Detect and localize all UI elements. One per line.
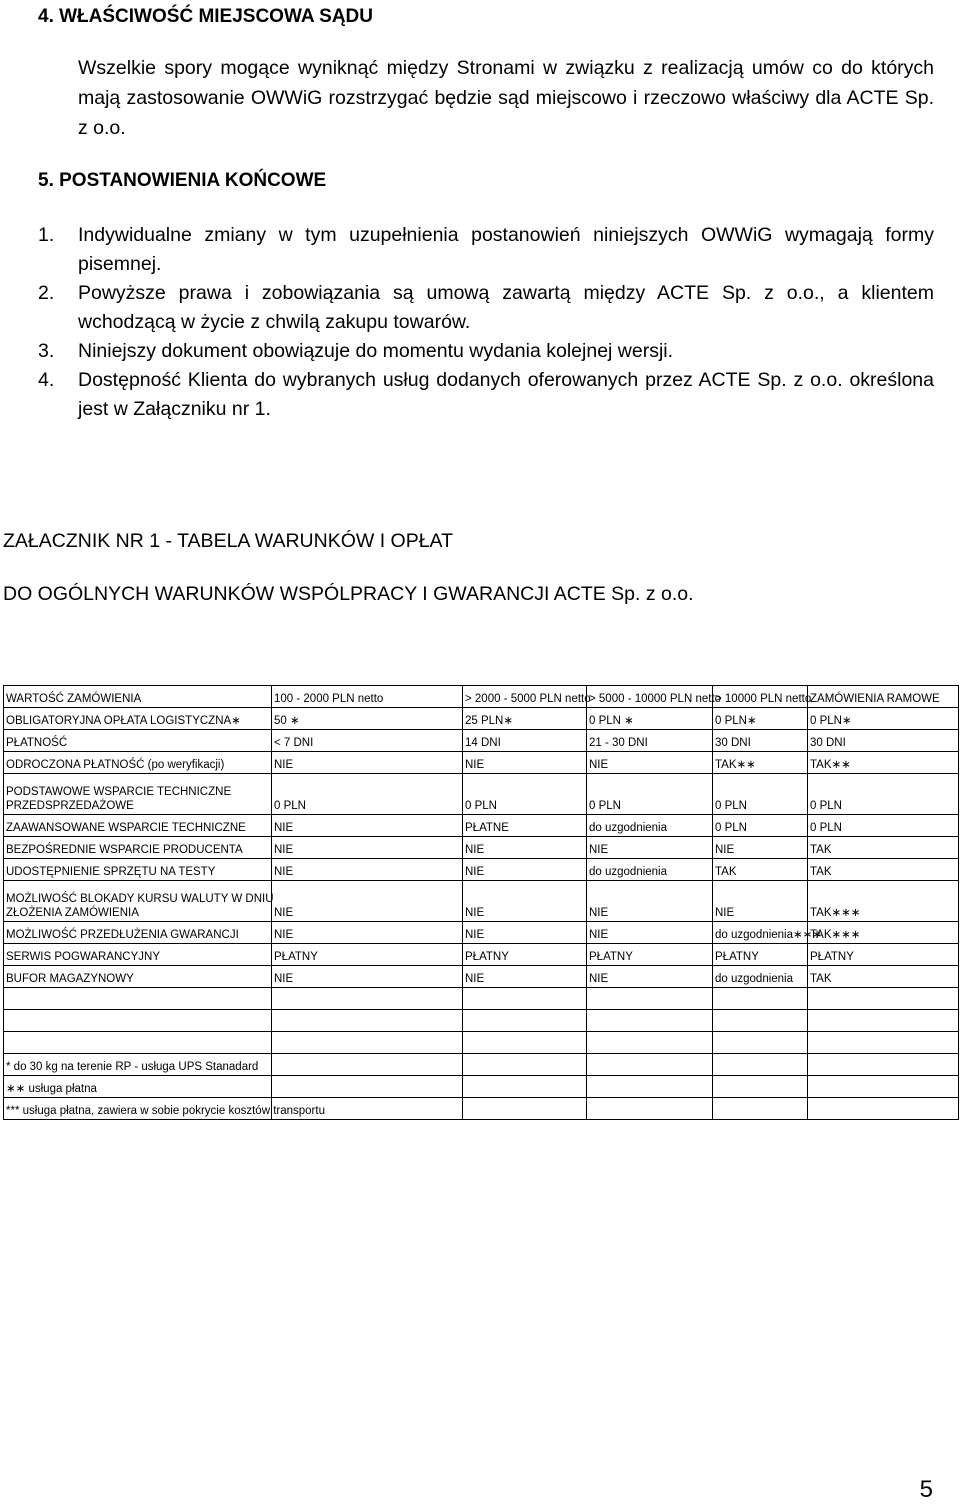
list-item: [38, 366, 934, 424]
table-cell: NIE: [272, 752, 463, 774]
table-cell: NIE: [272, 922, 463, 944]
table-row: [4, 708, 959, 730]
table-cell: NIE: [713, 881, 808, 922]
table-cell: NIE: [272, 859, 463, 881]
table-cell: SERWIS POGWARANCYJNY: [4, 944, 272, 966]
table-cell: [808, 1010, 959, 1032]
table-cell: 0 PLN∗: [713, 708, 808, 730]
table-cell: 0 PLN: [808, 774, 959, 815]
section-5-heading: 5. POSTANOWIENIA KOŃCOWE: [38, 170, 327, 191]
table-cell: 25 PLN∗: [463, 708, 587, 730]
table-cell: [713, 1076, 808, 1098]
table-cell: [587, 1054, 713, 1076]
table-cell: [463, 988, 587, 1010]
table-row: [4, 752, 959, 774]
table-cell: [587, 988, 713, 1010]
table-cell: TAK: [808, 859, 959, 881]
table-cell: [808, 1054, 959, 1076]
page-number: 5: [919, 1476, 933, 1503]
table-row: [4, 686, 959, 708]
table-cell: do uzgodnienia: [587, 815, 713, 837]
cell-line: PRZEDSPRZEDAŻOWE: [6, 800, 134, 812]
list-item-text: Dostępność Klienta do wybranych usług dodanych oferowanych przez ACTE Sp. z o.o. określona jest w Załączniku nr 1.: [78, 369, 934, 420]
table-cell: PŁATNY: [272, 944, 463, 966]
table-cell: [808, 988, 959, 1010]
table-cell: PŁATNY: [713, 944, 808, 966]
table-cell: [4, 1010, 272, 1032]
table-cell: TAK: [713, 859, 808, 881]
table-row: [4, 988, 959, 1010]
annex-subtitle: DO OGÓLNYCH WARUNKÓW WSPÓLPRACY I GWARANCJI ACTE Sp. z o.o.: [3, 583, 694, 605]
list-item-number: 2.: [38, 282, 55, 304]
footnote-cell: *** usługa płatna, zawiera w sobie pokrycie kosztów transportu: [4, 1098, 272, 1120]
section-4-heading: 4. WŁAŚCIWOŚĆ MIEJSCOWA SĄDU: [38, 6, 373, 27]
list-item: [38, 279, 934, 337]
table-cell: [713, 1010, 808, 1032]
table-row: [4, 859, 959, 881]
cell-line: ZŁOŻENIA ZAMÓWIENIA: [6, 907, 139, 919]
table-cell: NIE: [463, 922, 587, 944]
table-cell: MOŻLIWOŚĆ PRZEDŁUŻENIA GWARANCJI: [4, 922, 272, 944]
list-item-text: Niniejszy dokument obowiązuje do momentu wydania kolejnej wersji.: [78, 340, 674, 362]
table-row: [4, 944, 959, 966]
table-cell: [808, 1076, 959, 1098]
table-cell: 0 PLN: [713, 815, 808, 837]
table-cell: [713, 1032, 808, 1054]
table-cell: [4, 1032, 272, 1054]
table-cell: NIE: [463, 837, 587, 859]
list-item-number: 1.: [38, 224, 55, 246]
footnote-row: [4, 1076, 959, 1098]
table-cell: TAK∗∗∗: [808, 881, 959, 922]
table-cell: [808, 1032, 959, 1054]
table-cell: NIE: [587, 837, 713, 859]
table-cell: [808, 1098, 959, 1120]
table-cell: [587, 1076, 713, 1098]
table-cell: NIE: [463, 881, 587, 922]
table-cell: NIE: [272, 881, 463, 922]
table-cell: TAK∗∗: [713, 752, 808, 774]
table-cell: 0 PLN: [713, 774, 808, 815]
table-cell: [587, 1010, 713, 1032]
table-cell: NIE: [713, 837, 808, 859]
table-cell: NIE: [587, 752, 713, 774]
table-cell: [4, 881, 272, 922]
table-cell: 0 PLN ∗: [587, 708, 713, 730]
table-row: [4, 881, 959, 922]
table-cell: do uzgodnienia: [713, 966, 808, 988]
table-cell: [713, 1098, 808, 1120]
table-cell: [463, 1054, 587, 1076]
table-cell: > 2000 - 5000 PLN netto: [463, 686, 587, 708]
table-cell: [4, 774, 272, 815]
table-cell: OBLIGATORYJNA OPŁATA LOGISTYCZNA∗: [4, 708, 272, 730]
table-cell: 0 PLN∗: [808, 708, 959, 730]
table-cell: NIE: [272, 815, 463, 837]
table-cell: [463, 1076, 587, 1098]
table-cell: 0 PLN: [272, 774, 463, 815]
footnote-cell: ∗∗ usługa płatna: [4, 1076, 272, 1098]
table-cell: 0 PLN: [463, 774, 587, 815]
table-cell: [463, 1032, 587, 1054]
list-item-number: 4.: [38, 369, 55, 391]
annex-title: ZAŁACZNIK NR 1 - TABELA WARUNKÓW I OPŁAT: [3, 530, 454, 552]
table-cell: ODROCZONA PŁATNOŚĆ (po weryfikacji): [4, 752, 272, 774]
table-cell: NIE: [272, 966, 463, 988]
cell-line: MOŻLIWOŚĆ BLOKADY KURSU WALUTY W DNIU: [6, 893, 274, 905]
table-cell: NIE: [587, 966, 713, 988]
table-cell: TAK∗∗: [808, 752, 959, 774]
table-cell: 0 PLN: [587, 774, 713, 815]
list-item: [38, 337, 934, 366]
table-row: [4, 1010, 959, 1032]
table-cell: [272, 988, 463, 1010]
table-cell: NIE: [463, 966, 587, 988]
table-cell: PŁATNY: [808, 944, 959, 966]
table-cell: [713, 1054, 808, 1076]
table-cell: [463, 1098, 587, 1120]
table-cell: PŁATNY: [587, 944, 713, 966]
table-row: [4, 815, 959, 837]
table-cell: NIE: [463, 859, 587, 881]
table-cell: < 7 DNI: [272, 730, 463, 752]
table-cell: 30 DNI: [808, 730, 959, 752]
table-cell: [272, 1010, 463, 1032]
table-row: [4, 774, 959, 815]
footnote-row: [4, 1054, 959, 1076]
list-item: [38, 221, 934, 279]
table-cell: [463, 1010, 587, 1032]
table-cell: BEZPOŚREDNIE WSPARCIE PRODUCENTA: [4, 837, 272, 859]
table-cell: ZAMÓWIENIA RAMOWE: [808, 686, 959, 708]
table-cell: > 5000 - 10000 PLN netto: [587, 686, 713, 708]
table-cell: 30 DNI: [713, 730, 808, 752]
conditions-table: [3, 685, 959, 1120]
table-cell: [713, 988, 808, 1010]
table-cell: [272, 1032, 463, 1054]
table-cell: 0 PLN: [808, 815, 959, 837]
table-cell: WARTOŚĆ ZAMÓWIENIA: [4, 686, 272, 708]
table-cell: TAK: [808, 966, 959, 988]
table-cell: [587, 1098, 713, 1120]
list-item-text: Powyższe prawa i zobowiązania są umową zawartą między ACTE Sp. z o.o., a klientem wchodzącą w życie z chwilą zakupu towarów.: [78, 282, 934, 333]
cell-line: PODSTAWOWE WSPARCIE TECHNICZNE: [6, 786, 232, 798]
table-cell: do uzgodnienia: [587, 859, 713, 881]
table-cell: UDOSTĘPNIENIE SPRZĘTU NA TESTY: [4, 859, 272, 881]
table-cell: 100 - 2000 PLN netto: [272, 686, 463, 708]
table-cell: [4, 988, 272, 1010]
table-cell: NIE: [272, 837, 463, 859]
table-row: [4, 730, 959, 752]
table-cell: PŁATNY: [463, 944, 587, 966]
footnote-cell: * do 30 kg na terenie RP - usługa UPS Stanadard: [4, 1054, 272, 1076]
table-cell: PŁATNOŚĆ: [4, 730, 272, 752]
section-5-list: [38, 221, 934, 424]
table-cell: 50 ∗: [272, 708, 463, 730]
table-cell: [272, 1054, 463, 1076]
table-cell: [587, 1032, 713, 1054]
table-cell: do uzgodnienia∗∗∗: [713, 922, 808, 944]
table-row: [4, 1032, 959, 1054]
table-cell: NIE: [587, 922, 713, 944]
table-cell: 21 - 30 DNI: [587, 730, 713, 752]
table-cell: ZAAWANSOWANE WSPARCIE TECHNICZNE: [4, 815, 272, 837]
list-item-text: Indywidualne zmiany w tym uzupełnienia postanowień niniejszych OWWiG wymagają formy pisemnej.: [78, 224, 934, 275]
table-cell: [272, 1076, 463, 1098]
list-item-number: 3.: [38, 340, 55, 362]
table-row: [4, 966, 959, 988]
section-4-paragraph: Wszelkie spory mogące wyniknąć między Stronami w związku z realizacją umów co do których mają zastosowanie OWWiG rozstrzygać będzie sąd miejscowo i rzeczowo właściwy dla ACTE Sp. z o.o.: [78, 57, 934, 139]
table-cell: > 10000 PLN netto: [713, 686, 808, 708]
table-cell: PŁATNE: [463, 815, 587, 837]
table-cell: TAK∗∗∗: [808, 922, 959, 944]
table-cell: NIE: [463, 752, 587, 774]
table-row: [4, 837, 959, 859]
table-row: [4, 922, 959, 944]
table-cell: 14 DNI: [463, 730, 587, 752]
footnote-row: [4, 1098, 959, 1120]
table-cell: NIE: [587, 881, 713, 922]
table-cell: TAK: [808, 837, 959, 859]
table-cell: BUFOR MAGAZYNOWY: [4, 966, 272, 988]
